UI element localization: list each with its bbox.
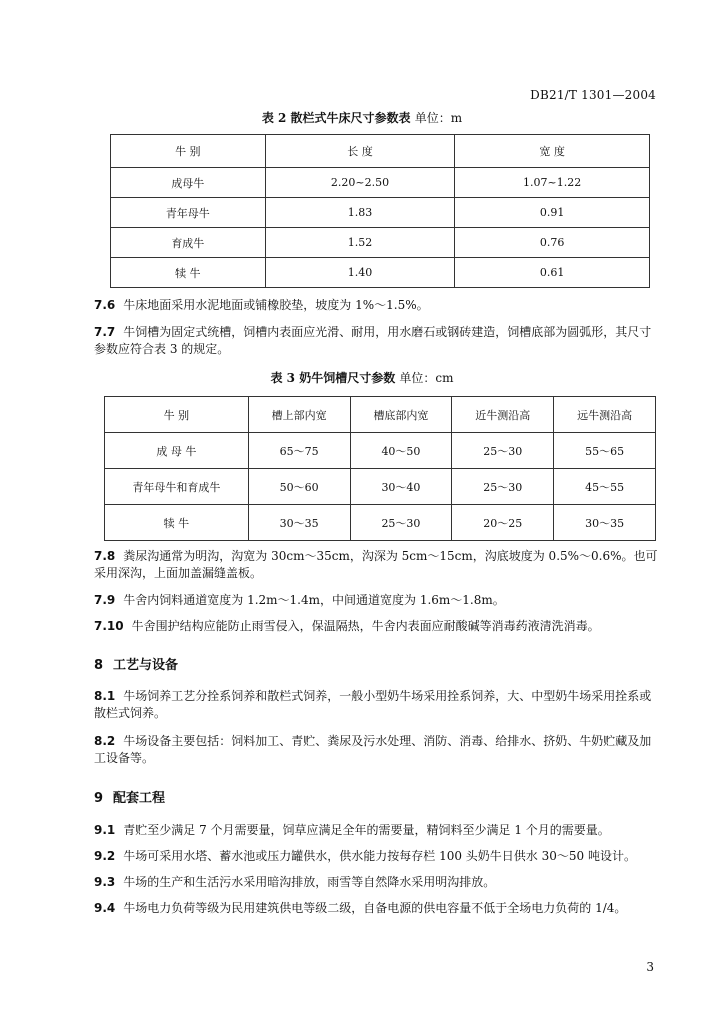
table-cell: 65～75 <box>248 433 350 469</box>
table-cell: 50～60 <box>248 469 350 505</box>
clause-number: 8.1 <box>94 689 116 703</box>
clause-7-6 <box>94 297 662 314</box>
clause-text: 牛床地面采用水泥地面或铺橡胶垫，坡度为 1%～1.5%。 <box>123 298 429 312</box>
page-number: 3 <box>646 960 654 974</box>
standard-number: DB21/T 1301—2004 <box>530 88 656 102</box>
section-title: 配套工程 <box>113 791 166 806</box>
clause-8-1 <box>94 688 662 722</box>
table-cell: 30～35 <box>248 505 350 541</box>
table2-caption <box>0 109 724 126</box>
clause-number: 7.8 <box>94 549 116 563</box>
table-cell: 45～55 <box>554 469 656 505</box>
table-cell: 30～35 <box>554 505 656 541</box>
clause-number: 9.4 <box>94 901 116 915</box>
table-cell: 25～30 <box>350 505 452 541</box>
clause-number: 8.2 <box>94 734 116 748</box>
table3-caption <box>0 369 724 386</box>
table-cell: 20～25 <box>452 505 554 541</box>
table-row <box>111 198 650 228</box>
table-cell: 成 母 牛 <box>105 433 249 469</box>
table-row <box>105 433 656 469</box>
section-8-heading <box>94 654 178 673</box>
clause-text: 牛场的生产和生活污水采用暗沟排放，雨雪等自然降水采用明沟排放。 <box>123 875 496 889</box>
clause-text: 牛场饲养工艺分拴系饲养和散栏式饲养，一般小型奶牛场采用拴系饲养，大、中型奶牛场采用拴系或散栏式饲养。 <box>94 689 652 720</box>
table-row <box>111 168 650 198</box>
clause-7-9 <box>94 592 662 609</box>
table-row <box>111 228 650 258</box>
clause-9-3 <box>94 874 662 891</box>
section-title: 工艺与设备 <box>113 658 179 673</box>
clause-number: 7.6 <box>94 298 116 312</box>
clause-text: 牛场可采用水塔、蓄水池或压力罐供水，供水能力按每存栏 100 头奶牛日供水 30～50 吨设计。 <box>123 849 636 863</box>
section-number: 9 <box>94 791 104 806</box>
table-cell: 25～30 <box>452 433 554 469</box>
clause-text: 牛场电力负荷等级为民用建筑供电等级二级，自备电源的供电容量不低于全场电力负荷的 1/4。 <box>123 901 627 915</box>
table-cell: 青年母牛和育成牛 <box>105 469 249 505</box>
table-cell: 0.91 <box>455 198 650 228</box>
clause-text: 牛舍围护结构应能防止雨雪侵入，保温隔热，牛舍内表面应耐酸碱等消毒药液清洗消毒。 <box>131 619 600 633</box>
table3-header-row <box>105 397 656 433</box>
table-cell: 40～50 <box>350 433 452 469</box>
table2-unit: 单位：m <box>414 111 463 125</box>
table-row <box>105 505 656 541</box>
clause-8-2 <box>94 733 662 767</box>
table3-title: 表 3 奶牛饲槽尺寸参数 <box>270 371 396 385</box>
table3-unit: 单位：cm <box>399 371 454 385</box>
table-cell: 1.52 <box>265 228 455 258</box>
table-cell: 犊 牛 <box>105 505 249 541</box>
clause-9-1 <box>94 822 662 839</box>
table-row <box>111 258 650 288</box>
section-number: 8 <box>94 658 104 673</box>
clause-text: 粪尿沟通常为明沟，沟宽为 30cm～35cm，沟深为 5cm～15cm，沟底坡度为 0.5%～0.6%。也可采用深沟，上面加盖漏缝盖板。 <box>94 549 658 580</box>
table2-col-header: 长 度 <box>265 135 455 168</box>
table-cell: 1.07~1.22 <box>455 168 650 198</box>
clause-number: 7.7 <box>94 325 116 339</box>
table-cell: 青年母牛 <box>111 198 266 228</box>
table-cell: 1.83 <box>265 198 455 228</box>
table-cell: 30～40 <box>350 469 452 505</box>
table-cell: 0.76 <box>455 228 650 258</box>
clause-text: 青贮至少满足 7 个月需要量，饲草应满足全年的需要量，精饲料至少满足 1 个月的需要量。 <box>123 823 610 837</box>
clause-number: 9.3 <box>94 875 116 889</box>
table-cell: 育成牛 <box>111 228 266 258</box>
clause-number: 7.10 <box>94 619 124 633</box>
table3-col-header: 槽上部内宽 <box>248 397 350 433</box>
clause-7-10 <box>94 618 662 635</box>
clause-number: 9.1 <box>94 823 116 837</box>
table-cell: 25～30 <box>452 469 554 505</box>
table3-col-header: 槽底部内宽 <box>350 397 452 433</box>
table-cell: 0.61 <box>455 258 650 288</box>
clause-number: 9.2 <box>94 849 116 863</box>
section-9-heading <box>94 787 165 806</box>
table2-col-header: 牛 别 <box>111 135 266 168</box>
table2-col-header: 宽 度 <box>455 135 650 168</box>
table-row <box>105 469 656 505</box>
table3 <box>104 396 656 541</box>
table-cell: 成母牛 <box>111 168 266 198</box>
table3-col-header: 远牛测沿高 <box>554 397 656 433</box>
clause-7-7 <box>94 324 662 358</box>
table-cell: 2.20~2.50 <box>265 168 455 198</box>
clause-7-8 <box>94 548 662 582</box>
table2 <box>110 134 650 288</box>
clause-text: 牛场设备主要包括：饲料加工、青贮、粪尿及污水处理、消防、消毒、给排水、挤奶、牛奶贮藏及加工设备等。 <box>94 734 652 765</box>
table-cell: 犊 牛 <box>111 258 266 288</box>
clause-text: 牛饲槽为固定式统槽，饲槽内表面应光滑、耐用，用水磨石或钢砖建造，饲槽底部为圆弧形，其尺寸参数应符合表 3 的规定。 <box>94 325 652 356</box>
table-cell: 1.40 <box>265 258 455 288</box>
table-cell: 55～65 <box>554 433 656 469</box>
clause-9-2 <box>94 848 662 865</box>
table2-header-row <box>111 135 650 168</box>
table3-col-header: 近牛测沿高 <box>452 397 554 433</box>
table2-title: 表 2 散栏式牛床尺寸参数表 <box>261 111 411 125</box>
table3-col-header: 牛 别 <box>105 397 249 433</box>
clause-number: 7.9 <box>94 593 116 607</box>
clause-9-4 <box>94 900 662 917</box>
clause-text: 牛舍内饲料通道宽度为 1.2m～1.4m，中间通道宽度为 1.6m～1.8m。 <box>123 593 505 607</box>
